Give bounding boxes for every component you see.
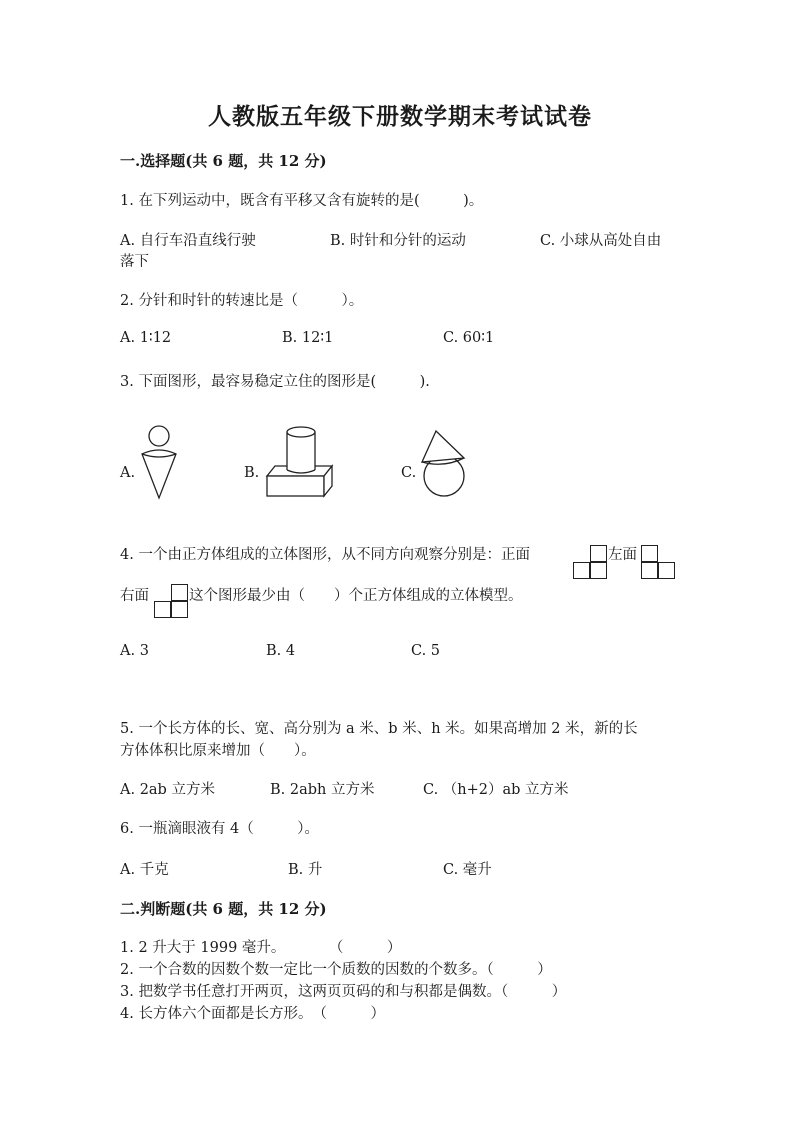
question-6-option-b: B. 升 — [288, 862, 323, 878]
judgment-2: 2. 一个合数的因数个数一定比一个质数的因数的个数多。（ ） — [120, 962, 552, 978]
question-1-option-a: A. 自行车沿直线行驶 — [120, 233, 256, 249]
question-3-option-c: C. — [401, 465, 417, 481]
question-1-option-b: B. 时针和分针的运动 — [330, 233, 466, 249]
question-6-option-c: C. 毫升 — [443, 862, 492, 878]
question-1-stem: 1. 在下列运动中，既含有平移又含有旋转的是( )。 — [120, 193, 484, 209]
question-6-option-a: A. 千克 — [120, 862, 169, 878]
judgment-1: 1. 2 升大于 1999 毫升。 （ ） — [120, 940, 402, 956]
question-5-option-b: B. 2abh 立方米 — [270, 782, 375, 798]
question-4-stem-part-3: 右面 — [120, 588, 149, 604]
question-3-option-a: A. — [120, 465, 136, 481]
section-heading-choice: 一.选择题(共 6 题，共 12 分) — [120, 152, 327, 170]
ice-cream-cone-figure — [138, 424, 180, 500]
right-view-figure — [154, 584, 190, 618]
judgment-3: 3. 把数学书任意打开两页，这两页页码的和与积都是偶数。（ ） — [120, 984, 567, 1000]
question-4-stem-part-4: 这个图形最少由（ ）个正方体组成的立体模型。 — [189, 588, 523, 604]
question-4-option-a: A. 3 — [120, 643, 149, 659]
question-4-option-b: B. 4 — [266, 643, 296, 659]
left-view-figure — [641, 545, 677, 579]
cylinder-on-box-figure — [264, 424, 336, 498]
question-3-option-b: B. — [244, 465, 260, 481]
question-5-option-a: A. 2ab 立方米 — [120, 782, 215, 798]
page-title: 人教版五年级下册数学期末考试试卷 — [208, 103, 592, 130]
question-2-option-c: C. 60∶1 — [443, 330, 495, 346]
question-4-stem-part-1: 4. 一个由正方体组成的立体图形，从不同方向观察分别是：正面 — [120, 547, 530, 563]
judgment-4: 4. 长方体六个面都是长方形。 （ ） — [120, 1006, 385, 1022]
question-6-stem: 6. 一瓶滴眼液有 4（ ）。 — [120, 821, 320, 837]
question-5-stem-line-2: 方体体积比原来增加（ ）。 — [120, 743, 316, 759]
front-view-figure — [573, 545, 609, 579]
cone-on-ball-figure — [418, 428, 470, 500]
question-3-stem: 3. 下面图形，最容易稳定立住的图形是( ). — [120, 374, 430, 390]
question-2-option-a: A. 1∶12 — [120, 330, 172, 346]
question-4-option-c: C. 5 — [411, 643, 441, 659]
question-1-option-c-wrap: 落下 — [120, 254, 149, 270]
question-2-option-b: B. 12∶1 — [282, 330, 334, 346]
question-5-stem: 5. 一个长方体的长、宽、高分别为 a 米、b 米、h 米。如果高增加 2 米，新的长 — [120, 721, 638, 737]
question-2-stem: 2. 分针和时针的转速比是（ ）。 — [120, 293, 364, 309]
question-1-option-c: C. 小球从高处自由 — [540, 233, 662, 249]
question-4-stem-part-2: 左面 — [608, 547, 637, 563]
question-5-option-c: C. （h+2）ab 立方米 — [423, 782, 569, 798]
section-heading-judgment: 二.判断题(共 6 题，共 12 分) — [120, 900, 327, 918]
